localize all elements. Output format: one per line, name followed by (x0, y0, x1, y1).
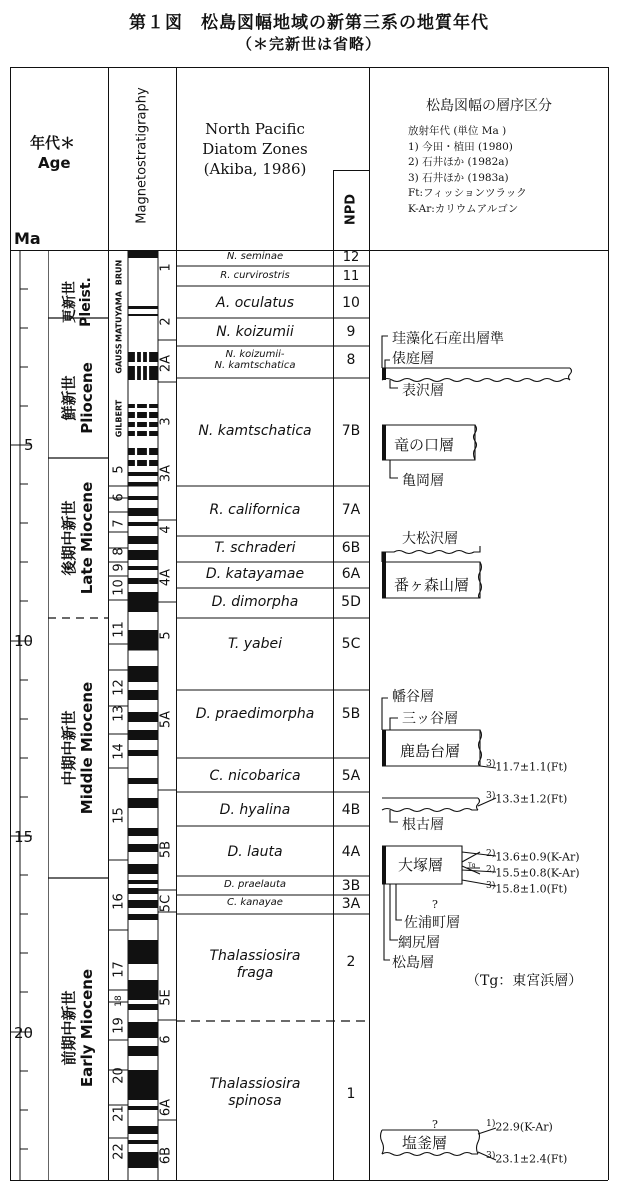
chron-r-5: 5 (158, 631, 174, 640)
chron-l-22: 22 (111, 1143, 127, 1160)
formation-matsushima: 松島層 (392, 955, 434, 971)
npd-11: 11 (342, 269, 360, 284)
zone-d-praelauta: D. praelauta (223, 879, 287, 890)
zone-d-dimorpha: D. dimorpha (211, 594, 299, 610)
legend: 放射年代 (単位 Ma ) 1) 今田・植田 (1980) 2) 石井ほか (1982a) 3) 石井ほか (1983a) Ft:フィッションツラック K-Ar:カリウムアルゴン (408, 125, 527, 215)
epoch-late-miocene: 後期中新世 Late Miocene (60, 481, 96, 595)
age-15: 15 (14, 828, 34, 846)
diatom-header-3: (Akiba, 1986) (203, 160, 307, 178)
chron-r-5b: 5B (158, 840, 174, 859)
epoch-middle-miocene: 中期中新世 Middle Miocene (60, 681, 96, 815)
chron-l-19: 19 (111, 1017, 127, 1034)
formation-sauramachi: 佐浦町層 (404, 915, 460, 931)
chron-l-20: 20 (111, 1067, 127, 1084)
formation-tatsunokuchi: 竜の口層 (394, 436, 455, 454)
zone-n-kamtschatica: N. kamtschatica (198, 423, 312, 439)
chron-r-5c: 5C (158, 894, 174, 913)
chron-gilbert: GILBERT (114, 399, 124, 438)
ma-label: Ma (14, 229, 41, 248)
npd-5b: 5B (341, 706, 361, 722)
chron-l-16: 16 (111, 893, 127, 910)
date-1: $^{3)}$11.7±1.1(Ft) (486, 758, 568, 774)
chron-l-8: 8 (111, 547, 127, 556)
question-mark-2: ? (432, 1118, 438, 1131)
sequence-title: 松島図幅の層序区分 (426, 98, 552, 114)
frame-right (608, 67, 609, 1180)
npd-3b: 3B (341, 878, 361, 894)
formation-diatom-horizon: 珪藻化石産出層準 (392, 331, 504, 347)
zone-t-spinosa: Thalassiosira spinosa (209, 1076, 301, 1109)
figure-subtitle: （＊完新世は省略） (236, 35, 381, 53)
frame-top (10, 67, 608, 68)
zone-t-yabei: T. yabei (227, 636, 283, 652)
age-20: 20 (14, 1024, 34, 1042)
zone-r-californica: R. californica (209, 502, 301, 518)
npd-10: 10 (342, 295, 360, 311)
chron-l-10: 10 (111, 579, 127, 596)
zone-r-curvirostris: R. curvirostris (220, 270, 290, 281)
chron-gauss: GAUSS (114, 343, 124, 374)
chron-l-17: 17 (111, 961, 127, 978)
formation-omatsuzawa: 大松沢層 (402, 531, 458, 547)
formation-bangamori: 番ヶ森山層 (394, 576, 470, 594)
zone-n-seminae: N. seminae (226, 251, 284, 262)
chron-r-6a: 6A (158, 1098, 174, 1117)
chron-r-5a: 5A (158, 710, 174, 729)
formation-tg-mark: Tg (468, 862, 476, 869)
formation-hataya: 幡谷層 (392, 689, 434, 705)
age-10: 10 (14, 632, 34, 650)
chron-l-11: 11 (111, 621, 127, 638)
npd-4a: 4A (341, 844, 361, 860)
frame-bottom (10, 1180, 608, 1181)
npd-6b: 6B (341, 540, 361, 556)
npd-2: 2 (346, 954, 356, 970)
npd-5a: 5A (341, 768, 361, 784)
zone-d-praedimorpha: D. praedimorpha (195, 706, 315, 722)
zone-n-koizumii: N. koizumii (216, 324, 294, 340)
age-5: 5 (24, 436, 34, 454)
formation-mitsuya: 三ッ谷層 (402, 711, 458, 727)
diatom-header-1: North Pacific (205, 120, 305, 138)
formation-neko: 根古層 (402, 817, 444, 833)
chron-r-3: 3 (158, 417, 174, 426)
npd-4b: 4B (341, 802, 361, 818)
chron-brunhes: BRUN (114, 259, 124, 286)
chron-matuyama: MATUYAMA (114, 291, 124, 342)
chron-r-4: 4 (158, 525, 174, 534)
formation-otsuka: 大塚層 (398, 856, 444, 874)
formation-tawara: 俵庭層 (392, 351, 434, 367)
figure-title: 第１図 松島図幅地域の新第三系の地質年代 (129, 13, 489, 33)
zone-t-fraga: Thalassiosira fraga (209, 948, 301, 981)
date-4: $^{2)}$15.5±0.8(K-Ar) (486, 864, 580, 880)
formation-amishiri: 網尻層 (398, 935, 440, 951)
zone-d-hyalina: D. hyalina (219, 802, 291, 818)
chron-r-2a: 2A (158, 354, 174, 373)
chron-r-6: 6 (158, 1035, 174, 1044)
diatom-header-2: Diatom Zones (202, 140, 308, 158)
npd-header: NPD (343, 193, 359, 226)
chron-r-3a: 3A (158, 464, 174, 483)
age-label-en: Age (38, 154, 71, 172)
npd-3a: 3A (341, 896, 361, 912)
npd-7b: 7B (341, 423, 361, 439)
npd-9: 9 (346, 324, 356, 340)
chron-l-9: 9 (111, 563, 127, 572)
chron-r-5e: 5E (158, 989, 174, 1006)
chron-l-5: 5 (111, 465, 127, 474)
formation-kashimadai: 鹿島台層 (400, 742, 461, 760)
npd-6a: 6A (341, 566, 361, 582)
npd-8: 8 (346, 352, 356, 368)
zone-d-lauta: D. lauta (227, 844, 283, 860)
npd-5c: 5C (341, 636, 361, 652)
epoch-pliocene: 鮮新世 Pliocene (60, 362, 96, 434)
chron-r-1: 1 (158, 263, 174, 272)
zone-t-schraderi: T. schraderi (214, 540, 296, 556)
date-7: $^{3)}$23.1±2.4(Ft) (486, 1150, 568, 1166)
chron-l-13: 13 (111, 705, 127, 722)
epoch-pleistocene: 更新世 Pleist. (62, 277, 94, 327)
chron-r-2: 2 (158, 317, 174, 326)
date-2: $^{3)}$13.3±1.2(Ft) (486, 790, 568, 806)
age-label-jp: 年代＊ (30, 134, 76, 152)
chron-l-18: 18 (114, 995, 124, 1007)
chron-r-4a: 4A (158, 568, 174, 587)
zone-c-nicobarica: C. nicobarica (209, 768, 301, 784)
date-5: $^{3)}$15.8±1.0(Ft) (486, 880, 568, 896)
magneto-label: Magnetostratigraphy (134, 87, 150, 224)
chron-r-6b: 6B (158, 1146, 174, 1165)
formation-omotesawa: 表沢層 (402, 383, 444, 399)
formation-shiogama: 塩釜層 (402, 1134, 448, 1152)
npd-5d: 5D (341, 594, 361, 610)
npd-12: 12 (342, 250, 360, 265)
zone-c-kanayae: C. kanayae (227, 897, 283, 908)
zone-n-koizumii-kamtschatica: N. koizumii- N. kamtschatica (214, 349, 296, 371)
npd-7a: 7A (341, 502, 361, 518)
zone-d-katayamae: D. katayamae (205, 566, 305, 582)
question-mark-1: ? (432, 898, 438, 911)
npd-header-top (333, 170, 369, 171)
chron-l-15: 15 (111, 807, 127, 824)
date-3: $^{2)}$13.6±0.9(K-Ar) (486, 848, 580, 864)
zone-a-oculatus: A. oculatus (216, 295, 294, 311)
chron-l-6: 6 (111, 493, 127, 502)
chron-l-21: 21 (111, 1105, 127, 1122)
chron-l-12: 12 (111, 679, 127, 696)
chron-l-14: 14 (111, 743, 127, 760)
formation-kameoka: 亀岡層 (402, 473, 444, 489)
npd-1: 1 (346, 1086, 356, 1102)
formation-tg-note: （Tg：東宮浜層） (466, 973, 583, 989)
date-6: $^{1)}$22.9(K-Ar) (486, 1118, 553, 1134)
chron-l-7: 7 (111, 519, 127, 528)
epoch-early-miocene: 前期中新世 Early Miocene (60, 968, 96, 1088)
